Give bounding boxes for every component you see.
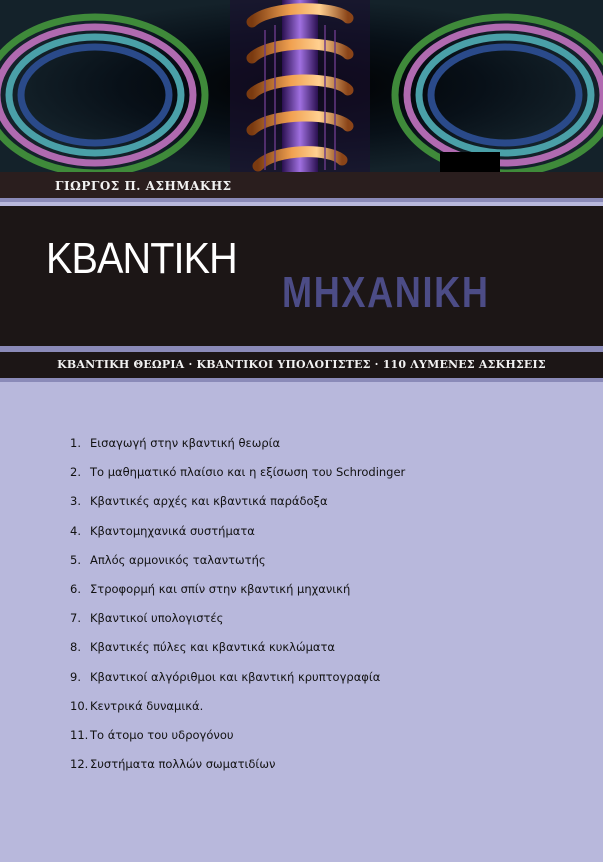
chapter-title: Το άτομο του υδρογόνου xyxy=(90,727,234,742)
chapter-title: Κβαντικοί υπολογιστές xyxy=(90,611,224,626)
contents-item xyxy=(70,699,405,728)
chapter-title: Απλός αρμονικός ταλαντωτής xyxy=(90,552,266,567)
chapter-number: 6. xyxy=(70,581,81,596)
chapter-number: 3. xyxy=(70,494,81,509)
author-bar xyxy=(0,172,603,202)
book-title-line1: ΚΒΑΝΤΙΚΗ xyxy=(46,234,237,283)
contents-item xyxy=(70,728,405,757)
chapter-title: Κεντρικά δυναμικά. xyxy=(90,698,204,713)
book-title-line2: ΜΗΧΑΝΙΚΗ xyxy=(282,268,490,317)
chapter-number: 10. xyxy=(70,698,89,713)
chapter-number: 2. xyxy=(70,465,81,480)
quantum-spiral-image xyxy=(0,0,603,172)
chapter-number: 12. xyxy=(70,757,89,772)
chapter-title: Κβαντομηχανικά συστήματα xyxy=(90,523,255,538)
contents-item xyxy=(70,611,405,640)
chapter-title: Κβαντικές αρχές και κβαντικά παράδοξα xyxy=(90,494,328,509)
book-subtitle: ΚΒΑΝΤΙΚΗ ΘΕΩΡΙΑ · ΚΒΑΝΤΙΚΟΙ ΥΠΟΛΟΓΙΣΤΕΣ · 110 ΛΥΜΕΝΕΣ ΑΣΚΗΣΕΙΣ xyxy=(57,358,546,371)
chapter-number: 1. xyxy=(70,436,81,450)
chapter-number: 11. xyxy=(70,727,89,742)
contents-item xyxy=(70,436,405,465)
chapter-title: Το μαθηματικό πλαίσιο και η εξίσωση του Schrodinger xyxy=(90,465,406,480)
contents-item xyxy=(70,582,405,611)
chapter-number: 4. xyxy=(70,523,81,538)
chapter-title: Κβαντικές πύλες και κβαντικά κυκλώματα xyxy=(90,640,336,655)
author-name: ΓΙΩΡΓΟΣ Π. ΑΣΗΜΑΚΗΣ xyxy=(55,179,232,193)
contents-item xyxy=(70,465,405,494)
divider-stripe xyxy=(0,378,603,382)
contents-item xyxy=(70,524,405,553)
contents-item xyxy=(70,757,405,786)
contents-item xyxy=(70,494,405,523)
chapter-title: Εισαγωγή στην κβαντική θεωρία xyxy=(90,436,281,450)
contents-item xyxy=(70,670,405,699)
subtitle-bar xyxy=(0,352,603,378)
chapter-number: 8. xyxy=(70,640,81,655)
chapter-title: Συστήματα πολλών σωματιδίων xyxy=(90,757,276,772)
cover-artwork xyxy=(0,0,603,172)
divider-stripe xyxy=(0,198,603,202)
contents-item xyxy=(70,640,405,669)
contents-item xyxy=(70,553,405,582)
chapter-title: Κβαντικοί αλγόριθμοι και κβαντική κρυπτογραφία xyxy=(90,669,381,684)
chapter-number: 7. xyxy=(70,611,81,626)
chapter-title: Στροφορμή και σπίν στην κβαντική μηχανική xyxy=(90,581,351,596)
chapter-number: 5. xyxy=(70,552,81,567)
table-of-contents xyxy=(70,436,405,786)
title-block xyxy=(0,206,603,346)
chapter-number: 9. xyxy=(70,669,81,684)
